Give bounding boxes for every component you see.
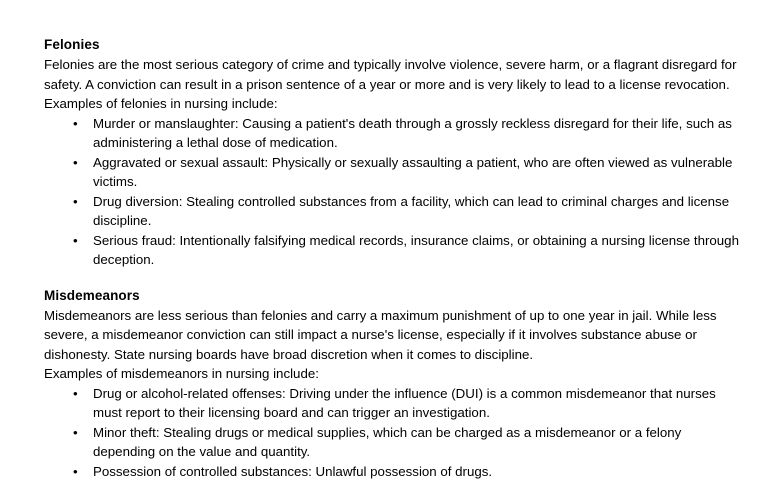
section-paragraph: Misdemeanors are less serious than felonies and carry a maximum punishment of up to one year in jail. While less severe, a misdemeanor conviction can still impact a nurse's license, especially if it involves substance abuse or dishonesty. State nursing boards have broad discretion when it comes to discipline. (44, 306, 740, 365)
list-item: • Drug diversion: Stealing controlled substances from a facility, which can lead to criminal charges and license discipline. (44, 192, 740, 231)
bullet-list (44, 384, 740, 481)
section-lead-in: Examples of felonies in nursing include: (44, 94, 740, 114)
section-heading: Misdemeanors (44, 287, 740, 305)
section-felonies (44, 36, 740, 270)
bullet-list (44, 114, 740, 270)
section-lead-in: Examples of misdemeanors in nursing include: (44, 364, 740, 384)
list-item: • Serious fraud: Intentionally falsifying medical records, insurance claims, or obtaining a nursing license through deception. (44, 231, 740, 270)
list-item: • Aggravated or sexual assault: Physically or sexually assaulting a patient, who are often viewed as vulnerable victims. (44, 153, 740, 192)
list-item: • Murder or manslaughter: Causing a patient's death through a grossly reckless disregard for their life, such as administering a lethal dose of medication. (44, 114, 740, 153)
list-item: • Minor theft: Stealing drugs or medical supplies, which can be charged as a misdemeanor or a felony depending on the value and quantity. (44, 423, 740, 462)
section-misdemeanors (44, 287, 740, 481)
list-item: • Drug or alcohol-related offenses: Driving under the influence (DUI) is a common misdemeanor that nurses must report to their licensing board and can trigger an investigation. (44, 384, 740, 423)
section-heading: Felonies (44, 36, 740, 54)
section-paragraph: Felonies are the most serious category of crime and typically involve violence, severe harm, or a flagrant disregard for safety. A conviction can result in a prison sentence of a year or more and is very likely to lead to a license revocation. (44, 55, 740, 94)
list-item: • Possession of controlled substances: Unlawful possession of drugs. (44, 462, 740, 481)
